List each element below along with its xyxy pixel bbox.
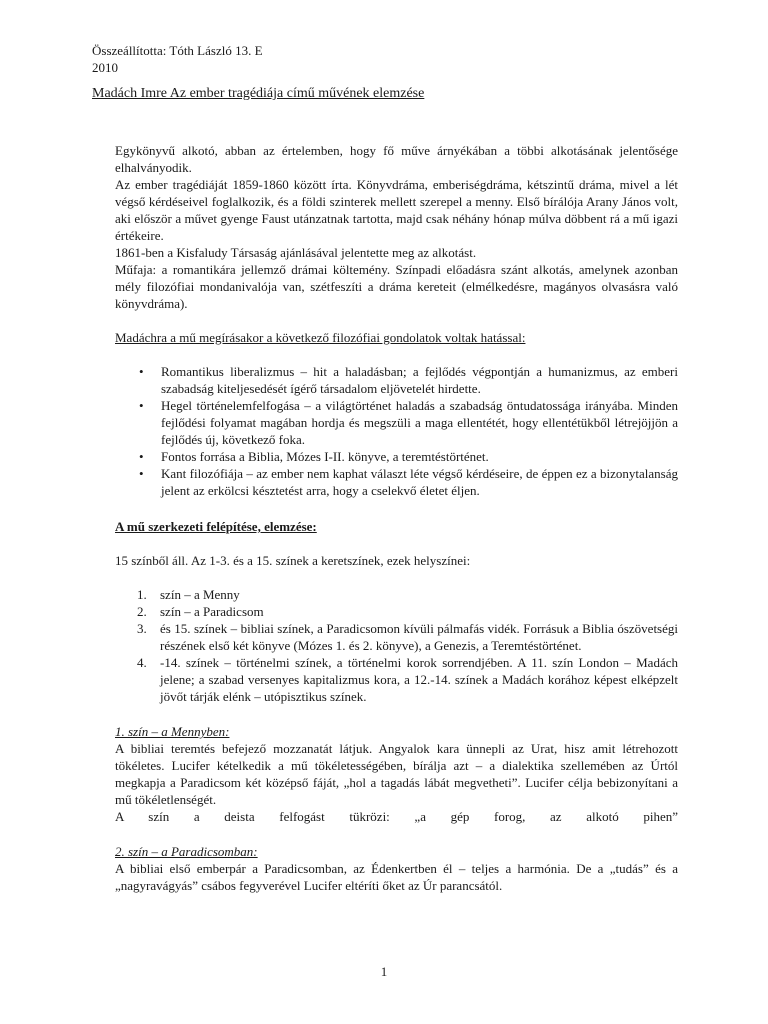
document-title: Madách Imre Az ember tragédiája című művének elemzése [92,86,425,101]
list-item-number: 4. [137,655,147,670]
document-body [115,142,678,894]
list-item [115,654,678,705]
bullet-icon: • [139,466,144,481]
intro-paragraph-4: Műfaja: a romantikára jellemző drámai költemény. Színpadi előadásra szánt alkotás, amelynek azonban mély filozófiai mondanivalója van, szétfeszíti a dráma kereteit (elmélkedésre, magányos olvasásra való könyvdráma). [115,262,678,311]
page-number: 1 [380,964,388,979]
list-item-text: Fontos forrása a Biblia, Mózes I-II. könyve, a teremtéstörténet. [161,449,489,464]
scene2-heading: 2. szín – a Paradicsomban: [115,844,258,859]
list-item-number: 1. [137,587,147,602]
influences-list [115,363,678,499]
header [92,42,263,76]
list-item [115,603,678,620]
structure-intro: 15 színből áll. Az 1-3. és a 15. színek a keretszínek, ezek helyszínei: [115,553,471,568]
scene1-heading: 1. szín – a Mennyben: [115,724,230,739]
list-item [115,620,678,654]
intro-paragraph-2: Az ember tragédiáját 1859-1860 között írta. Könyvdráma, emberiségdráma, kétszintű dráma, mivel a lét végső kérdéseivel foglalkozik, és a földi szinterek mellett szerepel a menny. Első bírálója Arany János volt, aki először a művet gyenge Faust utánzatnak tartotta, majd csak néhány hónap múlva döbbent rá a mű igazi értékeire. [115,177,678,243]
list-item-text: szín – a Paradicsom [160,604,264,619]
scene2-text: A bibliai első emberpár a Paradicsomban, az Édenkertben él – teljes a harmónia. De a „tudás” és a „nagyravágyás” csábos fegyverével Lucifer eltéríti őket az Úr parancsától. [115,861,678,893]
list-item [115,363,678,397]
compiler-line: Összeállította: Tóth László 13. E [92,43,263,58]
list-item-text: és 15. színek – bibliai színek, a Paradicsomon kívüli pálmafás vidék. Forrásuk a Biblia ószövetségi részének első két könyve (Mózes 1. és 2. könyve), a Genezis, a Teremtéstörténet. [160,621,678,653]
list-item [115,586,678,603]
bullet-icon: • [139,364,144,379]
list-item [115,397,678,448]
list-item-text: -14. színek – történelmi színek, a történelmi korok sorrendjében. A 11. szín London – Madách jelene; a szabad versenyes kapitalizmus kora, a 12.-14. színek a Madách korához képest elképzelt jövőt tárják elénk – utópisztikus színek. [160,655,678,704]
influences-heading: Madáchra a mű megírásakor a következő filozófiai gondolatok voltak hatással: [115,330,526,345]
list-item-text: Hegel történelemfelfogása – a világtörténet haladás a szabadság öntudatossága irányába. Minden fejlődési folyamat magában hordja és megszüli a maga ellentétét, hogy ellentétükből létrejöjjön a fejlődés új, következő foka. [161,398,678,447]
intro-paragraph-1: Egykönyvű alkotó, abban az értelemben, hogy fő műve árnyékában a többi alkotásának jelentősége elhalványodik. [115,143,678,175]
scenes-list [115,586,678,705]
list-item [115,448,678,465]
bullet-icon: • [139,449,144,464]
intro-paragraph-3: 1861-ben a Kisfaludy Társaság ajánlásával jelentette meg az alkotást. [115,245,477,260]
bullet-icon: • [139,398,144,413]
list-item [115,465,678,499]
structure-heading: A mű szerkezeti felépítése, elemzése: [115,519,317,534]
list-item-text: szín – a Menny [160,587,240,602]
list-item-text: Kant filozófiája – az ember nem kaphat választ léte végső kérdéseire, de éppen ez a bizonytalanság jelent az erkölcsi késztetést arra, hogy a cselekvő életet éljen. [161,466,678,498]
list-item-number: 2. [137,604,147,619]
scene1-text: A bibliai teremtés befejező mozzanatát látjuk. Angyalok kara ünnepli az Urat, hisz amit létrehozott tökéletes. Lucifer kételkedik a mű tökéletességében, bírálja azt – a dialektika szellemében az Úrtól megkapja a Paradicsom két középső fáját, „hol a tagadás lábát megvetheti”. Lucifer célja bebizonyítani a mű tökéletlenségét. [115,741,678,807]
year-line: 2010 [92,60,118,75]
scene1-text-2: A szín a deista felfogást tükrözi: „a gép forog, az alkotó pihen” [115,809,678,824]
list-item-text: Romantikus liberalizmus – hit a haladásban; a fejlődés végpontján a humanizmus, az emberi szabadság kiteljesedését ígérő társadalom eljövetelét hirdette. [161,364,678,396]
list-item-number: 3. [137,621,147,636]
